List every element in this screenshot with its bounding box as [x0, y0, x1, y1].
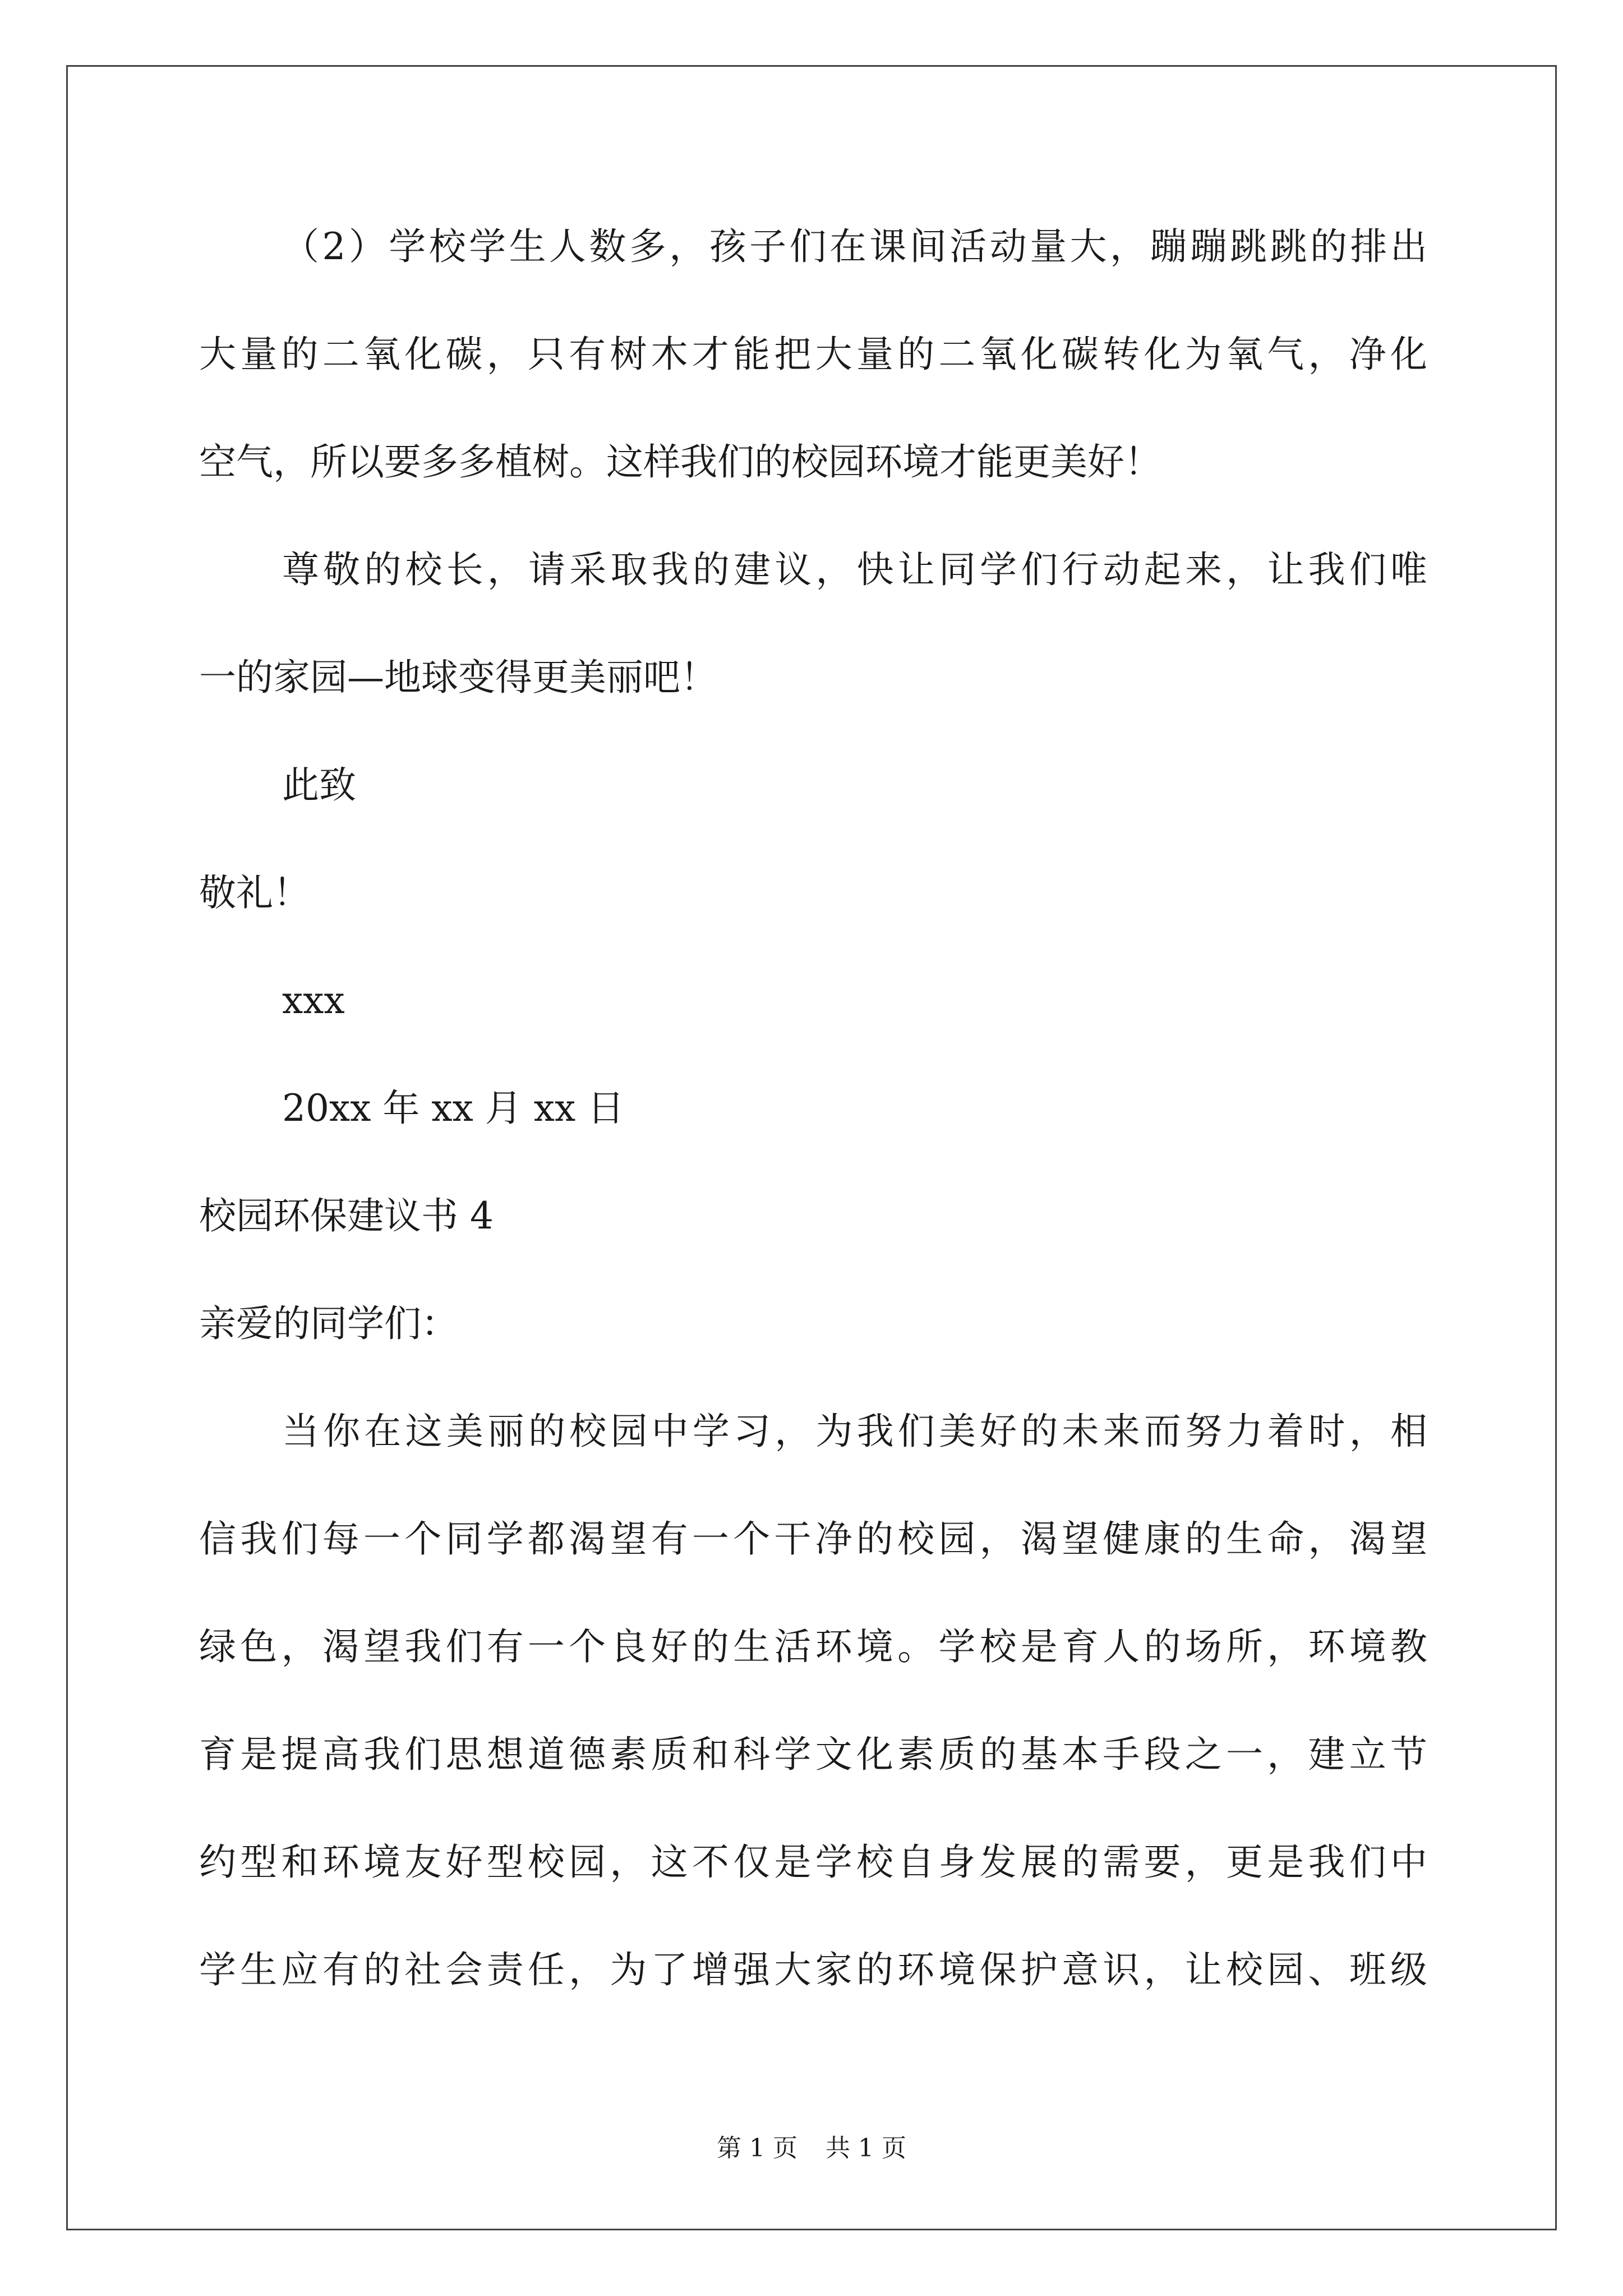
text-line: 此致	[282, 763, 356, 807]
text-line: 空气，所以要多多植树。这样我们的校园环境才能更美好！	[199, 440, 1161, 484]
text-line: 绿色，渴望我们有一个良好的生活环境。学校是育人的场所，环境教	[199, 1625, 1427, 1668]
text-line: 尊敬的校长，请采取我的建议，快让同学们行动起来，让我们唯	[282, 548, 1427, 591]
text-line: 大量的二氧化碳，只有树木才能把大量的二氧化碳转化为氧气，净化	[199, 333, 1427, 376]
text-line: 育是提高我们思想道德素质和科学文化素质的基本手段之一，建立节	[199, 1733, 1427, 1776]
text-line: 约型和环境友好型校园，这不仅是学校自身发展的需要，更是我们中	[199, 1841, 1427, 1884]
text-line: 信我们每一个同学都渴望有一个干净的校园，渴望健康的生命，渴望	[199, 1517, 1427, 1561]
page-total: 共 1 页	[826, 2134, 906, 2162]
page-footer	[0, 2132, 1623, 2165]
text-line: （2）学校学生人数多，孩子们在课间活动量大，蹦蹦跳跳的排出	[282, 225, 1427, 268]
document-body	[199, 213, 1427, 2044]
text-line: 20xx 年 xx 月 xx 日	[282, 1087, 625, 1130]
text-line: 当你在这美丽的校园中学习，为我们美好的未来而努力着时，相	[282, 1410, 1427, 1453]
text-line: 学生应有的社会责任，为了增强大家的环境保护意识，让校园、班级	[199, 1948, 1427, 1991]
text-line: 亲爱的同学们：	[199, 1302, 458, 1345]
text-line: 敬礼！	[199, 871, 310, 914]
text-line: 一的家园—地球变得更美丽吧！	[199, 656, 717, 699]
text-line: xxx	[282, 979, 345, 1022]
text-line: 校园环保建议书 4	[199, 1194, 494, 1237]
page-number: 第 1 页	[717, 2134, 797, 2162]
